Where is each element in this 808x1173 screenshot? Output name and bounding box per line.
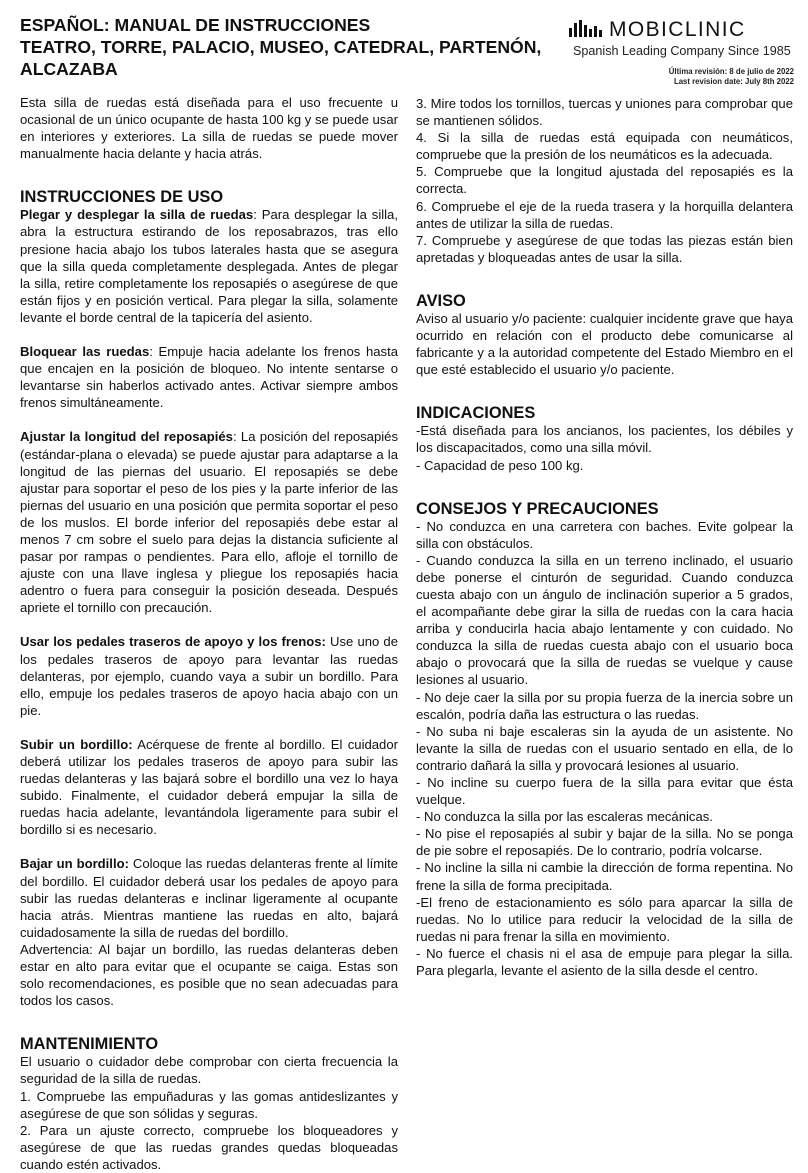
- list-item: -El freno de estacionamiento es sólo para aparcar la silla de ruedas. No lo utilice para reducir la velocidad de la silla de ruedas ni para frenar la silla en movimiento.: [416, 894, 793, 944]
- paragraph-label: Plegar y desplegar la silla de ruedas: [20, 207, 254, 223]
- list-item: 2. Para un ajuste correcto, compruebe los bloqueadores y asegúrese de que las ruedas grandes quedas bloqueadas cuando estén activados.: [20, 1122, 398, 1172]
- paragraph-bajar: [20, 855, 398, 940]
- list-item: 3. Mire todos los tornillos, tuercas y uniones para comprobar que se mantienen sólidos.: [416, 96, 793, 129]
- list-item: - No incline su cuerpo fuera de la silla para evitar que ésta vuelque.: [416, 775, 793, 808]
- list-item: - No pise el reposapiés al subir y bajar de la silla. No se ponga de pie sobre el reposapiés. De lo contrario, podría volcarse.: [416, 826, 793, 859]
- list-item: - No conduzca la silla por las escaleras mecánicas.: [416, 809, 713, 825]
- revision-info: [669, 67, 794, 87]
- paragraph-text: : La posición del reposapiés (estándar-plana o elevada) se puede ajustar para adaptarse a la longitud de las piernas del usuario. El reposapiés se debe ajustar para soportar el peso de los pies y la parte inferior de las piernas del usuario en una posición que permita soportar el peso de los muslos. El borde inferior del reposapiés debe estar al menos 7 cm sobre el suelo para dejas la distancia suficiente al pasar por rampas o pendientes. Para ello, afloje el tornillo de ajuste con una llave inglesa y pliegue los reposapiés hacia adentro o fuera para conseguir la posición deseada. Después apriete el tornillo con precaución.: [20, 429, 398, 616]
- list-item: - No fuerce el chasis ni el asa de empuje para plegar la silla. Para plegarla, levante el asiento de la silla desde el centro.: [416, 945, 793, 979]
- list-item: 4. Si la silla de ruedas está equipada con neumáticos, compruebe que la presión de los neumáticos es la adecuada.: [416, 130, 793, 163]
- list-item: - No incline la silla ni cambie la dirección de forma repentina. No frene la silla de forma precipitada.: [416, 860, 793, 893]
- list-item: -Está diseñada para los ancianos, los pacientes, los débiles y los discapacitados, como una silla móvil.: [416, 423, 793, 456]
- paragraph-pedales: [20, 633, 398, 718]
- title-line: ESPAÑOL: MANUAL DE INSTRUCCIONES: [20, 15, 371, 35]
- aviso-text: Aviso al usuario y/o paciente: cualquier incidente grave que haya ocurrido en relación con el producto debe comunicarse al fabricante y a la autoridad competente del Estado Miembro en el que esté establecido el usuario y/o paciente.: [416, 310, 793, 378]
- list-item: - Cuando conduzca la silla en un terreno inclinado, el usuario debe ponerse el cinturón de seguridad. Cuando conduzca cuesta abajo con un ángulo de inclinación superior a 5 grados, el acompañante debe girar la silla de ruedas con la cara hacia arriba y conducirla hacia abajo lentamente y con cuidado. No conduzca la silla de ruedas cuesta abajo con el usuario boca abajo o provocará que la silla de ruedas se vuelque y cause lesiones al usuario.: [416, 552, 793, 688]
- brand-logo: [569, 18, 789, 58]
- paragraph-bloquear: [20, 343, 398, 411]
- mantenimiento-intro: El usuario o cuidador debe comprobar con cierta frecuencia la seguridad de la silla de ruedas.: [20, 1054, 398, 1087]
- list-item: - No conduzca en una carretera con baches. Evite golpear la silla con obstáculos.: [416, 518, 793, 551]
- paragraph-subir: [20, 736, 398, 839]
- right-column: [416, 95, 793, 979]
- paragraph-text: Coloque las ruedas delanteras frente al límite del bordillo. El cuidador deberá usar los pedales de apoyo para subir las ruedas delanteras e inclinar ligeramente al ocupante hacia atrás. Mientras mantiene las ruedas en alto, bajará cuidadosamente la silla de ruedas del bordillo.: [20, 856, 399, 940]
- section-heading-instrucciones: INSTRUCCIONES DE USO: [20, 188, 224, 207]
- paragraph-label: Bajar un bordillo:: [20, 856, 129, 872]
- list-item: - Capacidad de peso 100 kg.: [416, 457, 584, 473]
- section-heading-consejos: CONSEJOS Y PRECAUCIONES: [416, 499, 659, 518]
- list-item: 5. Compruebe que la longitud ajustada del reposapiés es la correcta.: [416, 164, 793, 197]
- list-item: - No deje caer la silla por su propia fuerza de la inercia sobre un escalón, podría daña las estructura o las ruedas.: [416, 689, 793, 722]
- list-item: 1. Compruebe las empuñaduras y las gomas antideslizantes y asegúrese de que son sólidas y seguras.: [20, 1088, 398, 1121]
- section-heading-indicaciones: INDICACIONES: [416, 404, 536, 423]
- revision-date-es: Última revisión: 8 de julio de 2022: [668, 67, 794, 76]
- list-item: 6. Compruebe el eje de la rueda trasera y la horquilla delantera antes de utilizar la silla de ruedas.: [416, 198, 793, 231]
- paragraph-label: Subir un bordillo:: [20, 736, 133, 752]
- paragraph-label: Ajustar la longitud del reposapiés: [20, 429, 233, 445]
- paragraph-text: Use uno de los pedales traseros de apoyo para levantar las ruedas delanteras, por ejemplo, cuando vaya a subir un bordillo. Para ello, empuje los pedales traseros de apoyo hacia abajo con un pie.: [20, 634, 399, 718]
- revision-date-en: Last revision date: July 8th 2022: [673, 77, 794, 86]
- paragraph-text: : Para desplegar la silla, abra la estructura estirando de los reposabrazos, tras ello presione hacia abajo los tubos laterales hasta que se asegura que la silla queda completamente desplegada. Antes de plegar la silla, retire completamente los reposapiés o asegúrese de que están fijos y en posición vertical. Para plegar la silla, solamente levante el borde central de la tapicería del asiento.: [20, 207, 398, 325]
- document-title: [20, 14, 580, 80]
- list-item: 7. Compruebe y asegúrese de que todas las piezas están bien apretadas y bloqueadas antes de usar la silla.: [416, 232, 793, 265]
- brand-name: MOBICLINIC: [609, 18, 746, 41]
- paragraph-label: Bloquear las ruedas: [20, 344, 150, 360]
- paragraph-desplegar: [20, 206, 398, 326]
- paragraph-ajustar: [20, 428, 398, 616]
- paragraph-text: : Empuje hacia adelante los frenos hasta que encajen en la posición de bloqueo. No intente sentarse o levantarse sin haberlos activado antes. Activar siempre ambos frenos simultáneamente.: [20, 344, 398, 411]
- title-line: ALCAZABA: [20, 59, 118, 79]
- brand-tagline: Spanish Leading Company Since 1985: [573, 44, 791, 58]
- section-heading-mantenimiento: MANTENIMIENTO: [20, 1035, 159, 1054]
- paragraph-advertencia: Advertencia: Al bajar un bordillo, las ruedas delanteras deben estar en alto para evitar que el ocupante se caiga. Estas son solo recomendaciones, es posible que no sean adecuadas para todos los casos.: [20, 941, 398, 1009]
- mobiclinic-bars-icon: [569, 20, 603, 40]
- paragraph-text: Acérquese de frente al bordillo. El cuidador deberá utilizar los pedales traseros de apoyo para subir las ruedas delanteras y las bajará sobre el bordillo una vez lo haya subido. Finalmente, el cuidador deberá empujar la silla de ruedas hacia adelante, levantándola ligeramente para subir el bordillo si es necesario.: [20, 736, 398, 838]
- section-heading-aviso: AVISO: [416, 291, 466, 310]
- paragraph-label: Usar los pedales traseros de apoyo y los frenos:: [20, 634, 326, 650]
- title-line: TEATRO, TORRE, PALACIO, MUSEO, CATEDRAL, PARTENÓN,: [20, 37, 542, 57]
- left-column: [20, 94, 398, 1173]
- intro-paragraph: Esta silla de ruedas está diseñada para el uso frecuente u ocasional de un único ocupante de hasta 100 kg y se puede usar en interiores y exteriores. La silla de ruedas se puede mover manualmente hacia delante y hacia atrás.: [20, 95, 398, 162]
- list-item: - No suba ni baje escaleras sin la ayuda de un asistente. No levante la silla de ruedas con el usuario sentado en ella, de lo contrario dañará la silla y provocará lesiones al usuario.: [416, 723, 793, 773]
